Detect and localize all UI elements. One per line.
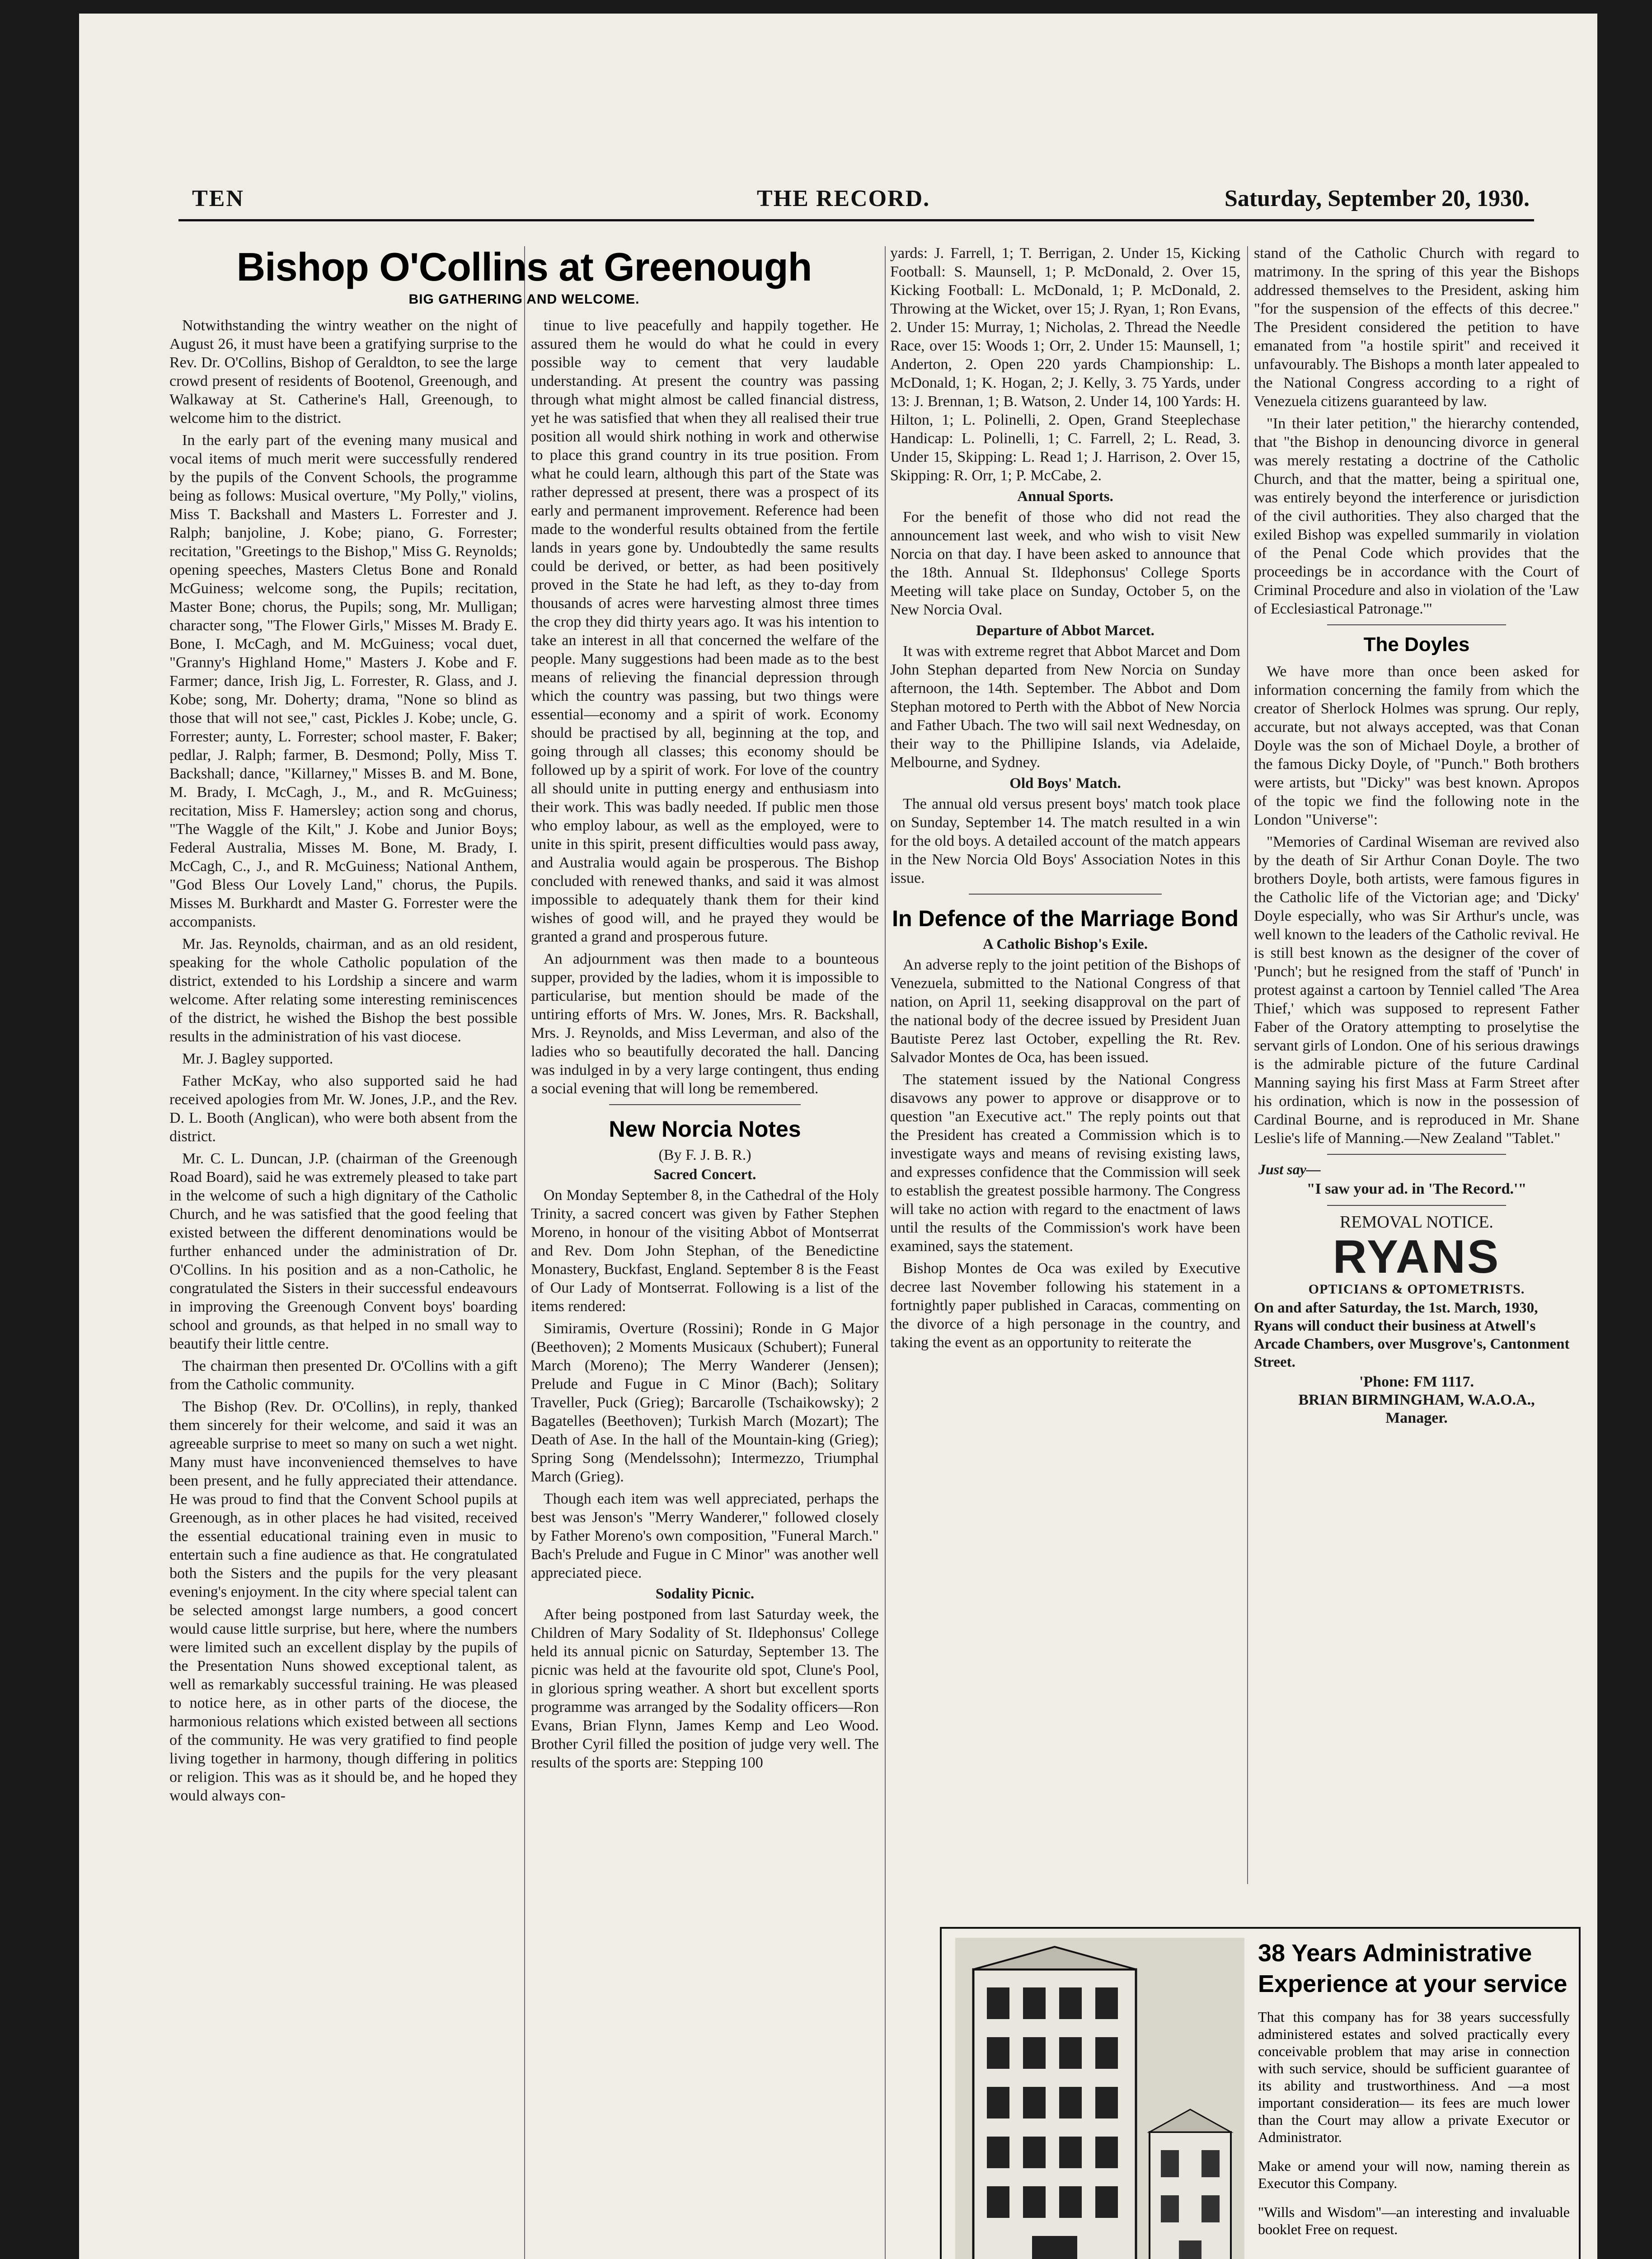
paragraph: The chairman then presented Dr. O'Collins with a gift from the Catholic community. — [169, 1358, 517, 1393]
paragraph: On Monday September 8, in the Cathedral of the Holy Trinity, a sacred concert was given by Father Stephen Moreno, in honour of the visiting Abbot of Montserrat and Rev. Dom John Stephan, of the Benedictine Monastery, Buckfast, England. September 8 is the Feast of Our Lady of Montserrat. Following is a list of the items rendered: — [531, 1187, 879, 1315]
paragraph: Though each item was well appreciated, perhaps the best was Jenson's "Merry Wanderer," followed closely by Father Moreno's own composition, "Funeral March." Bach's Prelude and Fugue in C Minor" was another well appreciated piece. — [531, 1490, 879, 1581]
article-subtitle: BIG GATHERING AND WELCOME. — [408, 292, 640, 307]
removal-notice-label: REMOVAL NOTICE. — [1340, 1213, 1493, 1232]
trustee-advertisement — [940, 1927, 1581, 2259]
ad-paragraph: "Wills and Wisdom"—an interesting and invaluable booklet Free on request. — [1258, 2204, 1570, 2237]
notice-manager: BRIAN BIRMINGHAM, W.A.O.A., — [1298, 1392, 1535, 1408]
paragraph: stand of the Catholic Church with regard to matrimony. In the spring of this year the Bishops addressed themselves to the President, asking him "for the suspension of the effects of this decree." The President considered the petition to have emanated from "a hostile spirit" and received it unfavourably. The Bishops a month later appealed to the National Congress according to a right of Venezuela citizens guaranteed by law. — [1254, 245, 1579, 410]
paragraph: "In their later petition," the hierarchy contended, that "the Bishop in denouncing divorce in general was merely restating a doctrine of the Catholic Church, and that the matter, being a spiritual one, was entirely beyond the interference or jurisdiction of the civil authorities. They also charged that the exiled Bishop was expelled summarily in violation of the Penal Code which provides that the proceedings be in accordance with the Court of Criminal Procedure and also in violation of the 'Law of Ecclesiastical Patronage.'" — [1254, 415, 1579, 617]
column-2 — [531, 316, 879, 2259]
paragraph: An adverse reply to the joint petition of the Bishops of Venezuela, submitted to the National Congress of that nation, on April 11, seeking disapproval on the part of the national body of the decree issued by President Juan Bautiste Perez last October, expelling the Rt. Rev. Salvador Montes de Oca, has been issued. — [890, 956, 1240, 1066]
paragraph: yards: J. Farrell, 1; T. Berrigan, 2. Under 15, Kicking Football: S. Maunsell, 1; P. McDonald, 2. Over 15, Kicking Football: L. McDonald, 1; P. McDonald, 2. Throwing at the Wicket, over 15; J. Ryan, 1; Ron Evans, 2. Under 15: Murray, 1; Nicholas, 2. Thread the Needle Race, over 15: Woods 1; Orr, 2. Under 15: Maunsell, 1; Anderton, 2. Open 220 yards Championship: L. McDonald, 1; K. Hogan, 2; J. Kelly, 3. 75 Yards, under 13: J. Brennan, 1; B. Watson, 2. Under 14, 100 Yards: H. Hilton, 1; L. Polinelli, 2. Open, Grand Steeplechase Handicap: L. Polinelli, 1; C. Farrell, 2; L. Read, 3. Under 15, Skipping: L. Read 1; J. Harrison, 2. Over 15, Skipping: R. Orr, 1; P. McCabe, 2. — [890, 245, 1240, 484]
article-header — [169, 244, 879, 314]
ad-paragraph: Make or amend your will now, naming therein as Executor this Company. — [1258, 2158, 1570, 2191]
ad-paragraph: That this company has for 38 years successfully administered estates and solved practically every conceivable problem that may arise in connection with such service, should be sufficient guarantee of its ability and trustworthiness. And —a most important consideration— its fees are much lower than the Court may allow a private Executor or Administrator. — [1258, 2009, 1570, 2145]
ad-copy — [1258, 1938, 1570, 2250]
separator — [1327, 1154, 1506, 1155]
firm-tagline: OPTICIANS & OPTOMETRISTS. — [1308, 1282, 1525, 1297]
issue-date: Saturday, September 20, 1930. — [1224, 186, 1530, 211]
paragraph: "Memories of Cardinal Wiseman are revived also by the death of Sir Arthur Conan Doyle. The two brothers Doyle, both artists, were famous figures in the Catholic life of the Victorian age; and 'Dicky' Doyle especially, who was Sir Arthur's uncle, was well known to the leaders of the Catholic revival. He is still best known as the designer of the cover of 'Punch'; but he resigned from the staff of 'Punch' in protest against a cartoon by Tenniel called 'The Area Thief,' which was supposed to represent Father Faber of the Oratory attempting to proselytise the servant girls of London. One of his serious drawings is the admirable picture of the future Cardinal Manning saying his first Mass at Farm Street after his ordination, which is now in the possession of Cardinal Bourne, and is reproduced in Mr. Shane Leslie's life of Manning.—New Zealand "Tablet." — [1254, 834, 1579, 1147]
paragraph: An adjournment was then made to a bounteous supper, provided by the ladies, whom it is impossible to particularise, but mention should be made of the untiring efforts of Mrs. W. Jones, Mrs. R. Backshall, Mrs. J. Reynolds, and Miss Leverman, and also of the ladies who so beautifully decorated the hall. Dancing was indulged in by a very large contingent, thus ending a social evening that will long be remembered. — [531, 951, 879, 1097]
separator — [969, 894, 1161, 895]
section-heading: Sacred Concert. — [653, 1167, 756, 1183]
paragraph: In the early part of the evening many musical and vocal items of much merit were successfully rendered by the pupils of the Convent Schools, the programme being as follows: Musical overture, "My Polly," violins, Miss T. Backshall and Masters L. Forrester and J. Ralph; banjoline, J. Kobe; piano, G. Forrester; recitation, "Greetings to the Bishop," Miss G. Reynolds; opening speeches, Masters Cletus Bone and Ronald McGuiness; welcome song, the Pupils; recitation, Master Bone; chorus, the Pupils; song, Mr. Mulligan; character song, "The Flower Girls," Misses M. Brady E. Bone, I. McCagh, and M. McGuiness; vocal duet, "Granny's Highland Home," Masters J. Kobe and F. Farmer; dance, Irish Jig, L. Forrester, R. Glass, and J. Kobe; song, Mr. Doherty; drama, "None so blind as those that will not see," cast, Pickles J. Kobe; uncle, G. Forrester; aunty, L. Forrester; school master, F. Baker; pedlar, J. Ralph; farmer, B. Desmond; Polly, Miss T. Backshall; dance, "Killarney," Misses B. and M. Bone, M. Brady, I. McCagh, J., M., and R. McGuiness; recitation, Miss F. Hamersley; action song and chorus, "The Waggle of the Kilt," J. Kobe and Junior Boys; Federal Australia, Misses M. Bone, M. Brady, I. McCagh, C., J., and R. McGuiness; National Anthem, "God Bless Our Lovely Land," chorus, the Pupils. Misses M. Burkhardt and Master G. Forrester were the accompanists. — [169, 432, 517, 930]
ad-quote: "I saw your ad. in 'The Record.'" — [1306, 1181, 1527, 1197]
page-header — [79, 181, 1597, 217]
paragraph: It was with extreme regret that Abbot Marcet and Dom John Stephan departed from New Norcia on Sunday afternoon, the 14th. September. The Abbot and Dom Stephan motored to Perth with the Abbot of New Norcia and Father Ubach. The two will sail next Wednesday, on their way to the Phillipine Islands, via Adelaide, Melbourne, and Sydney. — [890, 643, 1240, 771]
page-number: TEN — [192, 186, 244, 211]
separator — [1327, 1205, 1506, 1206]
column-divider — [524, 246, 525, 2259]
paragraph: tinue to live peacefully and happily together. He assured them he would do what he could in every possible way to cement that very laudable understanding. At present the country was passing through what might almost be called financial distress, yet he was satisfied that when they all realised their true position all would shirk nothing in work and otherwise to place this grand country in its true position. From what he could learn, although this part of the State was rather depressed at present, there was a prospect of its early and permanent improvement. Reference had been made to the wonderful results obtained from the fertile lands in years gone by. Undoubtedly the same results could be derived, or better, as had been positively proved in the State he had left, as they to-day from thousands of acres were harvesting almost three times the crop they did thirty years ago. It was his intention to take an interest in all that concerned the welfare of the people. Many suggestions had been made as to the best means of relieving the financial depression through which the country was passing, but two things were essential—economy and a spirit of work. Economy should be practised by all, beginning at the top, and going through all classes; this economy should be followed up by a spirit of work. For love of the country all should unite in putting energy and enthusiasm into their work. This was badly needed. If public men those who employ labour, as well as the employed, were to unite in this spirit, present difficulties would pass away, and Australia would again be prosperous. The Bishop concluded with renewed thanks, and said it was almost impossible to adequately thank them for their kind wishes of good will, and he prayed they would be granted a grand and prosperous future. — [531, 317, 879, 945]
notice-body: On and after Saturday, the 1st. March, 1930, Ryans will conduct their business at Atwell's Arcade Chambers, over Musgrove's, Cantonment Street. — [1254, 1300, 1570, 1370]
paragraph: Notwithstanding the wintry weather on the night of August 26, it must have been a gratifying surprise to the Rev. Dr. O'Collins, Bishop of Geraldton, to see the large crowd present of residents of Bootenol, Greenough, and Walkaway at St. Catherine's Hall, Greenough, to welcome him to the district. — [169, 317, 517, 426]
paragraph: We have more than once been asked for information concerning the family from which the creator of Sherlock Holmes was sprung. Our reply, accurate, but not always accepted, was that Conan Doyle was the son of Michael Doyle, a brother of the famous Dicky Doyle, of "Punch." Both brothers were artists, but "Dicky" was best known. Apropos of the topic we find the following note in the London "Universe": — [1254, 663, 1579, 828]
paragraph: Mr. J. Bagley supported. — [182, 1050, 333, 1067]
paragraph: The annual old versus present boys' match took place on Sunday, September 14. The match resulted in a win for the old boys. A detailed account of the match appears in the New Norcia Old Boys' Association Notes in this issue. — [890, 796, 1240, 886]
paragraph: Simiramis, Overture (Rossini); Ronde in G Major (Beethoven); 2 Moments Musicaux (Schubert); Funeral March (Moreno); The Merry Wanderer (Jensen); Prelude and Fugue in C Minor (Bach); Solitary Traveller, Puck (Grieg); Barcarolle (Tschaikowsky); 2 Bagatelles (Beethoven); Turkish March (Mozart); The Death of Ase. In the hall of the Mountain-king (Grieg); Spring Song (Mendelssohn); Intermezzo, Triumphal March (Grieg). — [531, 1320, 879, 1485]
separator — [1327, 624, 1506, 625]
ad-heading: 38 Years Administrative Experience at your service — [1258, 1940, 1568, 1997]
section-heading: Old Boys' Match. — [1009, 775, 1121, 792]
paragraph: Mr. Jas. Reynolds, chairman, and as an old resident, speaking for the whole Catholic population of the district, extended to his Lordship a sincere and warm welcome. After relating some interesting reminiscences of the district, he wished the Bishop the best possible results in the administration of his vast diocese. — [169, 936, 517, 1045]
article-subtitle: A Catholic Bishop's Exile. — [983, 936, 1148, 952]
notice-manager-title: Manager. — [1385, 1410, 1448, 1426]
paragraph: After being postponed from last Saturday week, the Children of Mary Sodality of St. Ildephonsus' College held its annual picnic on Saturday, September 13. The picnic was held at the favourite old spot, Clune's Pool, in glorious spring weather. A short but excellent sports programme was arranged by the Sodality officers—Ron Evans, Brian Flynn, James Kemp and Leo Wood. Brother Cyril filled the position of judge very well. The results of the sports are: Stepping 100 — [531, 1606, 879, 1771]
paragraph: Mr. C. L. Duncan, J.P. (chairman of the Greenough Road Board), said he was extremely pleased to take part in the welcome of such a high dignitary of the Catholic Church, and he was satisfied that the good feeling that existed between the different denominations would be further enhanced under the administration of Dr. O'Collins. In his position and as a non-Catholic, he congratulated the Sisters in their successful endeavours in improving the Greenough Convent boys' boarding school and grounds, as that helped in no small way to beautify their little centre. — [169, 1150, 517, 1352]
article-title: New Norcia Notes — [609, 1116, 801, 1142]
newspaper-page — [79, 14, 1597, 2259]
separator — [609, 1104, 801, 1105]
paragraph: Father McKay, who also supported said he had received apologies from Mr. W. Jones, J.P., and the Rev. D. L. Booth (Anglican), who were both absent from the district. — [169, 1073, 517, 1145]
section-heading: Annual Sports. — [1017, 488, 1113, 505]
article-title: Bishop O'Collins at Greenough — [236, 244, 812, 289]
column-4 — [1254, 244, 1579, 1884]
advertisement-notices — [1254, 1154, 1579, 1427]
header-rule — [178, 219, 1534, 221]
column-divider — [1247, 246, 1248, 1884]
paragraph: For the benefit of those who did not read the announcement last week, and who wish to visit New Norcia on that day. I have been asked to announce that the 18th. Annual St. Ildephonsus' College Sports Meeting will take place on Sunday, October 5, on the New Norcia Oval. — [890, 509, 1240, 618]
firm-name: RYANS — [1333, 1231, 1501, 1283]
paragraph: The Bishop (Rev. Dr. O'Collins), in reply, thanked them sincerely for their welcome, and said it was an agreeable surprise to meet so many on such a wet night. Many must have inconvenienced themselves to have been present, and he fully appreciated their attendance. He was proud to find that the Convent School pupils at Greenough, as in other places he had visited, received the essential educational training even in music to entertain such a fine audience as that. He congratulated both the Sisters and the pupils for the very pleasant evening's enjoyment. In the city where special talent can be selected amongst large numbers, a good concert would cause little surprise, but here, where the numbers were limited such an excellent display by the pupils of the Presentation Nuns showed exceptional talent, as well as remarkably successful training. He was pleased to notice here, as in other parts of the diocese, the harmonious relations which existed between all sections of the community. He was very gratified to find people living together in harmony, though differing in politics or religion. This was as it should be, and he hoped they would always con- — [169, 1398, 517, 1804]
paragraph: The statement issued by the National Congress disavows any power to approve or disapprove or to question "an Executive act." The reply points out that the President has created a Commission which is to investigate ways and means of revising existing laws, and expresses confidence that the Commission will seek to establish the greatest possible harmony. The Congress will take no action with regard to the enactment of laws until the results of the Commission's work have been examined, says the statement. — [890, 1071, 1240, 1255]
article-title: In Defence of the Marriage Bond — [892, 906, 1239, 931]
column-1 — [169, 316, 517, 2259]
section-heading: Sodality Picnic. — [655, 1586, 755, 1602]
newspaper-name: THE RECORD. — [757, 186, 930, 211]
byline: (By F. J. B. R.) — [658, 1147, 751, 1163]
column-divider — [885, 246, 886, 2259]
column-3 — [890, 244, 1240, 1884]
section-heading: Departure of Abbot Marcet. — [976, 623, 1155, 639]
notice-phone: 'Phone: FM 1117. — [1359, 1373, 1474, 1390]
paragraph: Bishop Montes de Oca was exiled by Executive decree last November following his statement in a fortnightly paper published in Caracas, commenting on the divorce of a high personage in the country, and taking the event as an opportunity to reiterate the — [890, 1260, 1240, 1351]
article-title: The Doyles — [1363, 633, 1470, 656]
building-illustration — [955, 1938, 1244, 2259]
ad-prompt: Just say— — [1258, 1161, 1321, 1177]
